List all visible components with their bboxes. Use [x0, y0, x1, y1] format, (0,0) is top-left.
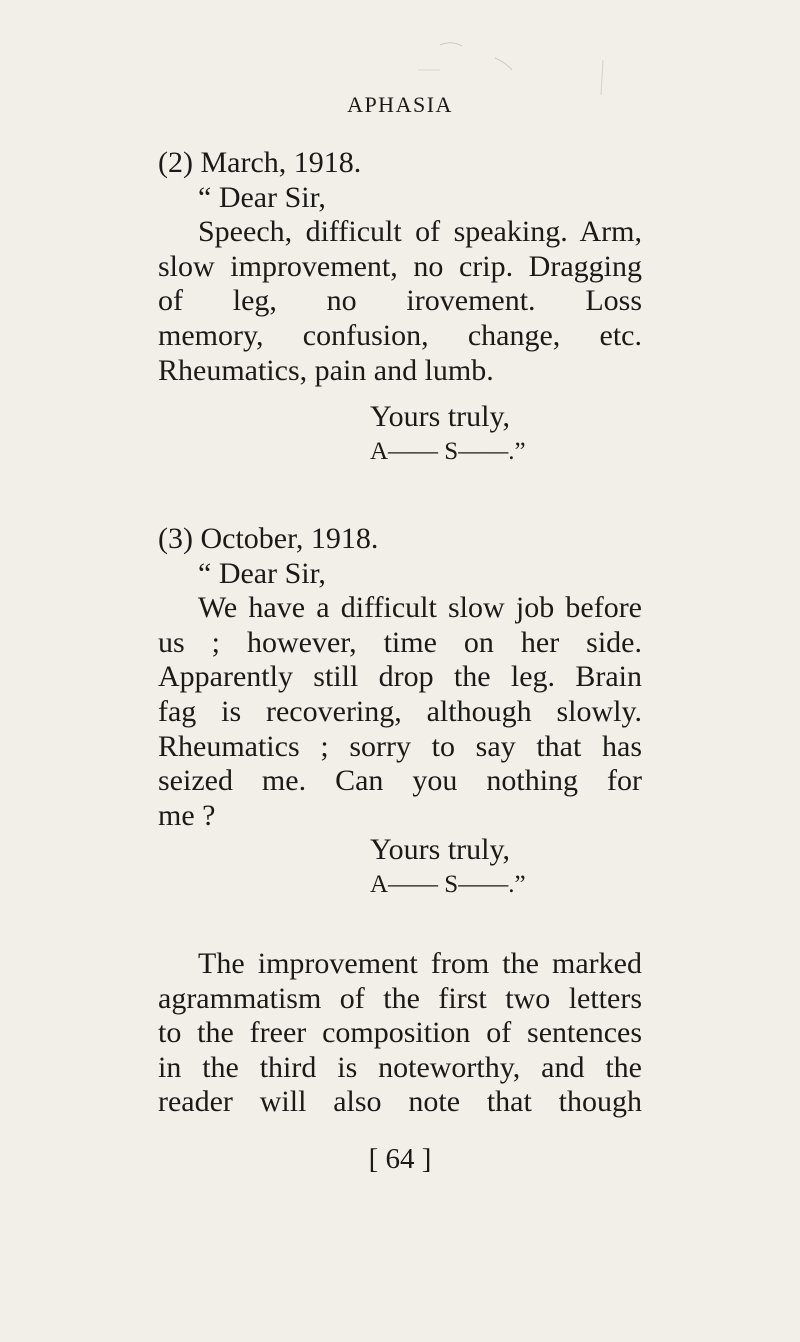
letter-3-closing: Yours truly, [370, 833, 511, 867]
commentary-paragraph [158, 947, 642, 1120]
letter-3-heading: (3) October, 1918. [158, 522, 379, 555]
letter-2-line: Speech, difficult of speaking. Arm, [198, 215, 642, 249]
letter-2-line: memory, confusion, change, etc. [158, 318, 642, 352]
letter-3-line: Apparently still drop the leg. Brain [158, 660, 642, 694]
letter-3-signature: A—— S——.” [370, 870, 526, 898]
letter-2-heading: (2) March, 1918. [158, 146, 362, 179]
running-head: APHASIA [347, 92, 453, 117]
letter-2-line: Rheumatics, pain and lumb. [158, 353, 494, 387]
letter-3-line: us ; however, time on her side. [158, 625, 642, 659]
letter-2-salutation: “ Dear Sir, [198, 180, 326, 214]
letter-2-closing: Yours truly, [370, 400, 511, 434]
commentary-line: reader will also note that though [158, 1085, 642, 1119]
letter-3-salutation: “ Dear Sir, [198, 556, 326, 590]
letter-2 [158, 146, 642, 469]
letter-3-line: Rheumatics ; sorry to say that has [158, 729, 642, 763]
letter-3-line: seized me. Can you nothing for [158, 764, 642, 798]
page-number: [ 64 ] [368, 1143, 432, 1175]
letter-2-signature: A—— S——.” [370, 437, 526, 465]
letter-3 [158, 522, 642, 903]
commentary-line: in the third is noteworthy, and the [158, 1050, 642, 1084]
letter-3-line: We have a difficult slow job before [198, 591, 642, 625]
commentary-line: to the freer composition of sentences [158, 1016, 642, 1050]
letter-3-line: fag is recovering, although slowly. [158, 694, 642, 728]
letter-3-line: me ? [158, 798, 216, 832]
letter-2-line: of leg, no irovement. Loss [158, 284, 642, 318]
commentary-line: agrammatism of the first two letters [158, 981, 642, 1015]
commentary-line: The improvement from the marked [198, 947, 642, 980]
letter-2-line: slow improvement, no crip. Dragging [158, 249, 642, 283]
